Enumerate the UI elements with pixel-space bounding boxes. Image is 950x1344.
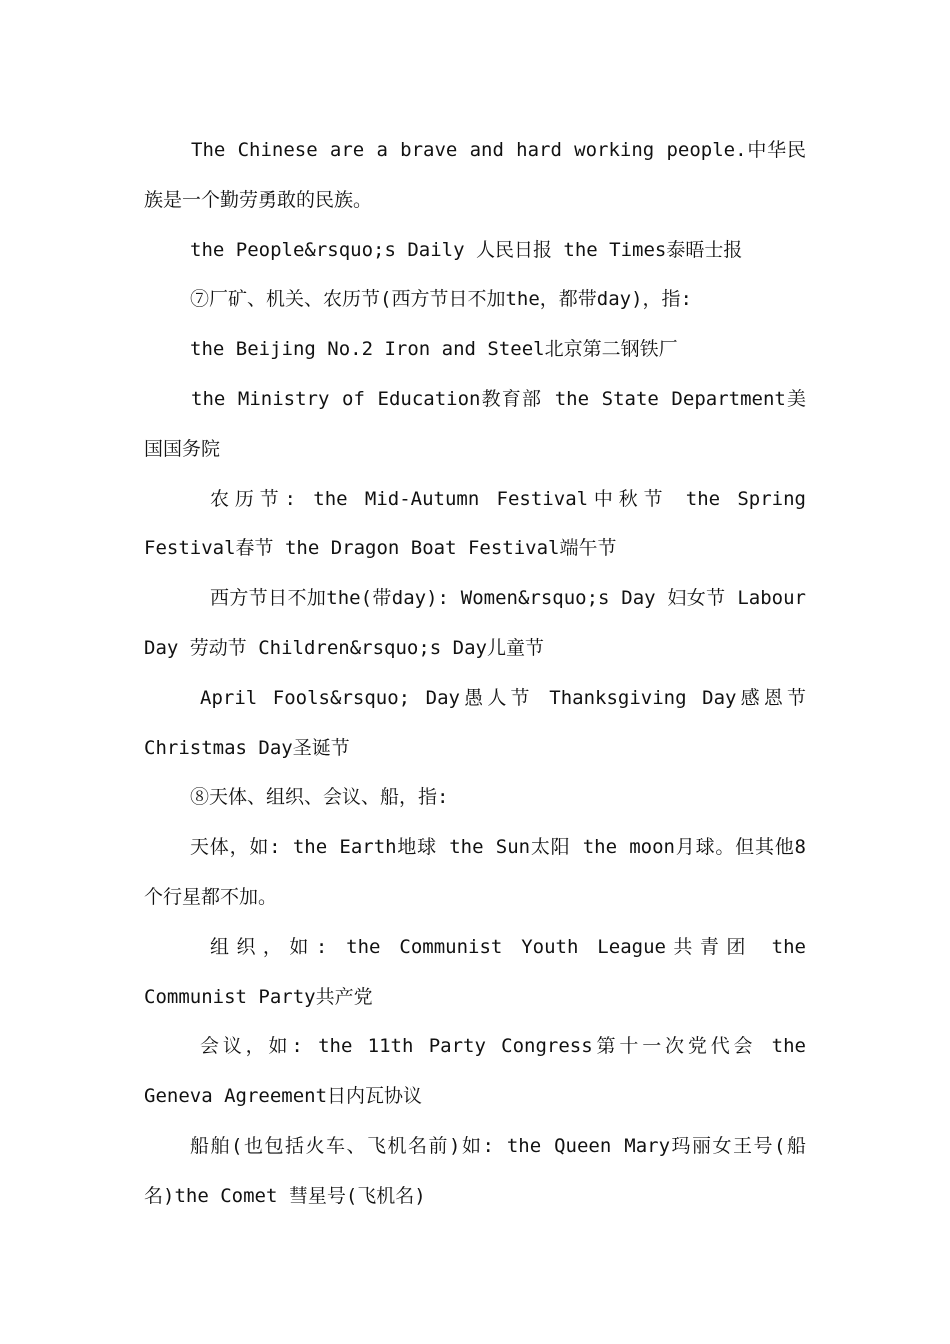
paragraph-ministries: the Ministry of Education教育部 the State Department美国国务院 (144, 387, 806, 460)
paragraph-rule-8: ⑧天体、组织、会议、船，指: (190, 786, 449, 809)
paragraph-holidays: April Fools&rsquo; Day愚人节 Thanksgiving Day感恩节 Christmas Day圣诞节 (144, 686, 806, 759)
paragraph-ships: 船舶(也包括火车、飞机名前)如: the Queen Mary玛丽女王号(船名)the Comet 彗星号(飞机名) (144, 1134, 806, 1207)
paragraph-rule-7: ⑦厂矿、机关、农历节(西方节日不加the，都带day)，指: (190, 288, 692, 311)
paragraph-newspapers: the People&rsquo;s Daily 人民日报 the Times泰晤士报 (190, 238, 743, 261)
paragraph-celestial-bodies: 天体，如: the Earth地球 the Sun太阳 the moon月球。但其他8个行星都不加。 (144, 836, 806, 908)
document-page (144, 126, 806, 1222)
paragraph-chinese-people: The Chinese are a brave and hard working people.中华民族是一个勤劳勇敢的民族。 (144, 139, 806, 211)
paragraph-organizations: 组织，如: the Communist Youth League共青团 the Communist Party共产党 (144, 935, 806, 1008)
paragraph-conferences: 会议，如: the 11th Party Congress第十一次党代会 the Geneva Agreement日内瓦协议 (144, 1035, 806, 1108)
paragraph-steel-factory: the Beijing No.2 Iron and Steel北京第二钢铁厂 (190, 338, 678, 361)
paragraph-lunar-festivals: 农历节: the Mid-Autumn Festival中秋节 the Spring Festival春节 the Dragon Boat Festival端午节 (144, 487, 806, 560)
paragraph-western-festivals: 西方节日不加the(带day): Women&rsquo;s Day 妇女节 Labour Day 劳动节 Children&rsquo;s Day儿童节 (144, 587, 806, 659)
